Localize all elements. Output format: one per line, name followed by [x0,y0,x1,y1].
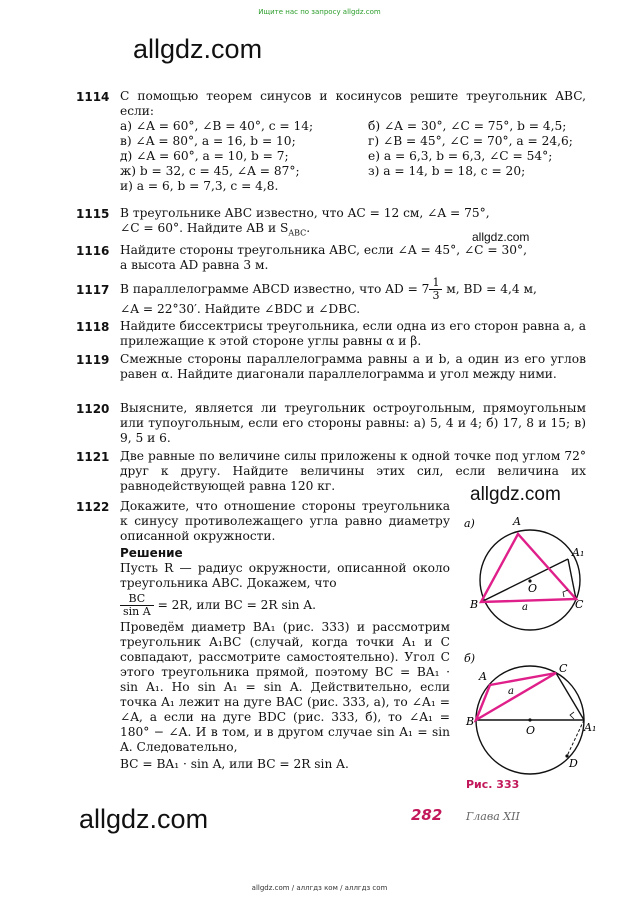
solution-conclusion: BC = BA₁ · sin A, или BC = 2R sin A. [120,757,349,771]
problem-number-1114: 1114 [76,90,110,104]
problem-1117-line1: В параллелограмме ABCD известно, что AD = 7 $\frac{1}{3}$ м, BD = 4,4 м, [120,276,537,302]
problem-number-1116: 1116 [76,244,110,258]
fig-a-point-A: A [513,515,521,528]
problem-number-1122: 1122 [76,500,110,514]
problem-1120: Выясните, является ли треугольник остроугольным, прямоугольным или тупоугольным, если его стороны равны: а) 5, 4 и 4; б) 17, 8 и 15; в) 9, 5 и 6. [120,401,586,445]
problem-number-1120: 1120 [76,402,110,416]
fig-b-point-B: B [466,715,475,728]
header-watermark: Ищите нас по запросу allgdz.com [258,8,381,16]
problem-number-1117: 1117 [76,283,110,297]
page-number: 282 [411,806,443,824]
problem-1114-row: д) ∠A = 60°, a = 10, b = 7; е) a = 6,3, b = 6,3, ∠C = 54°; [120,149,553,163]
problem-number-1115: 1115 [76,207,110,221]
problem-1114 [120,89,586,194]
problem-1116 [120,243,586,273]
fig-b-point-D: D [569,757,578,770]
problem-1122 [120,499,450,772]
fig-a-right-angle [563,590,568,597]
problem-1114-intro: С помощью теорем синусов и косинусов решите треугольник ABC, если: [120,89,586,118]
problem-1114-row: и) a = 6, b = 7,3, c = 4,8. [120,179,279,193]
fig-b-side-ca1 [556,673,584,720]
watermark-middle: allgdz.com [470,484,561,505]
fig-b-point-A1: A₁ [584,721,597,734]
problem-1115-line1: В треугольнике ABC известно, что AC = 12 см, ∠A = 75°, [120,206,490,220]
fig-b-point-C: C [559,662,568,675]
chapter-label: Глава XII [466,810,520,823]
problem-1122-statement: Докажите, что отношение стороны треугольника к синусу противолежащего угла равно диаметру описанной окружности. [120,499,450,543]
solution-text-1: Пусть R — радиус окружности, описанной около треугольника ABC. Докажем, что [120,561,450,590]
problem-1116-line2: а высота AD равна 3 м. [120,258,269,272]
problem-1117-line2: ∠A = 22°30′. Найдите ∠BDC и ∠DBC. [120,302,361,316]
solution-text-2: Проведём диаметр BA₁ (рис. 333) и рассмотрим треугольник A₁BC (случай, когда точки A₁ и C совпадают, рассмотрите самостоятельно). Угол C этого треугольника прямой, поэтому BC = BA₁ · sin A₁. Но sin A₁ = sin A. Действительно, если точка A₁ лежит на дуге BAC (рис. 333, а), то ∠A₁ = ∠A, а если на дуге BDC (рис. 333, б), то ∠A₁ = 180° − ∠A. И в том, и в другом случае sin A₁ = sin A. Следовательно, [120,620,450,754]
problem-1114-row: а) ∠A = 60°, ∠B = 40°, c = 14; б) ∠A = 30°, ∠C = 75°, b = 4,5; [120,119,567,133]
problem-1121: Две равные по величине силы приложены к одной точке под углом 72° друг к другу. Найдите величины этих сил, если величина их равнодействующей равна 120 кг. [120,449,586,493]
watermark-small: allgdz.com [472,230,530,244]
fig-a-point-A1: A₁ [572,546,585,559]
problem-1114-row: в) ∠A = 80°, a = 16, b = 10; г) ∠B = 45°, ∠C = 70°, a = 24,6; [120,134,573,148]
fig-a-point-O: O [528,582,538,595]
problem-1119: Смежные стороны параллелограмма равны a и b, а один из его углов равен α. Найдите диагонали параллелограмма и угол между ними. [120,352,586,381]
fig-b-right-angle [570,712,574,719]
fig-b-angle-a: a [508,686,514,697]
fig-a-label: а) [464,517,475,530]
problem-1117 [120,277,586,317]
fig-b-center-dot [528,718,531,721]
solution-heading: Решение [120,546,183,560]
fig-b-point-O: O [526,724,536,737]
problem-number-1119: 1119 [76,353,110,367]
footer-watermark: allgdz.com / аллгдз ком / аллгдз com [251,884,388,892]
fig-a-point-C: C [575,598,584,611]
problem-number-1118: 1118 [76,320,110,334]
solution-formula: $\frac{BC}{\text{sin A}}$ = 2R, или BC = 2R sin A. [120,593,450,618]
fig-b-triangle [476,673,556,720]
figure-caption: Рис. 333 [466,778,520,791]
fig-a-point-B: B [470,598,479,611]
fig-b-point-A: A [479,670,487,683]
problem-1115-line2: ∠C = 60°. Найдите AB и $S_{ABC}$. [120,221,311,238]
problem-number-1121: 1121 [76,450,110,464]
problem-1118: Найдите биссектрисы треугольника, если одна из его сторон равна a, а прилежащие к этой стороне углы равны α и β. [120,319,586,348]
fig-b-label: б) [464,652,476,665]
figure-333 [460,510,600,775]
problem-1116-line1: Найдите стороны треугольника ABC, если ∠A = 45°, ∠C = 30°, [120,243,527,257]
fig-a-side-a: a [522,602,528,613]
problem-1114-row: ж) b = 32, c = 45, ∠A = 87°; з) a = 14, b = 18, c = 20; [120,164,526,178]
watermark-large-top: allgdz.com [133,34,263,64]
watermark-large-bottom: allgdz.com [79,804,209,834]
